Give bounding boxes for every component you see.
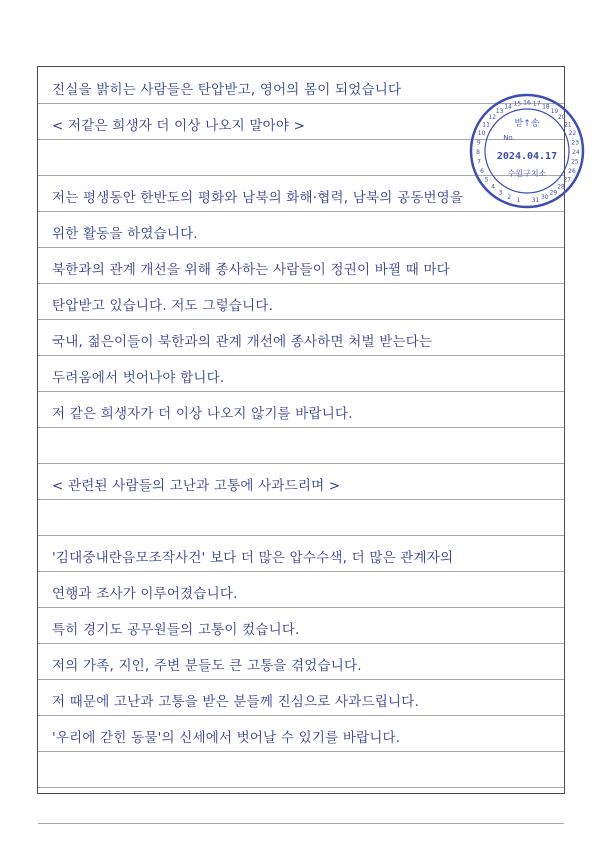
ruled-line (38, 355, 564, 356)
stamp-ring-number: 16 (523, 99, 531, 107)
stamp-ring-number: 18 (542, 103, 550, 111)
stamp-ring-number: 24 (572, 149, 580, 157)
handwritten-line: 특히 경기도 공무원들의 고통이 컸습니다. (52, 622, 300, 638)
stamp-ring-number: 12 (488, 114, 497, 122)
stamp-ring-number: 15 (513, 100, 522, 108)
stamp-number-label: No. (503, 134, 515, 142)
stamp-office: 수원구치소 (507, 169, 547, 178)
handwritten-line: 연행과 조사가 이루어졌습니다. (52, 586, 238, 602)
handwritten-line: < 저같은 희생자 더 이상 나오지 말아야 > (52, 118, 306, 134)
handwritten-line: 두려움에서 벗어나야 합니다. (52, 370, 225, 386)
handwritten-line: 국내, 젊은이들이 북한과의 관계 개선에 종사하면 처벌 받는다는 (52, 334, 433, 350)
ruled-line (38, 319, 564, 320)
ruled-line (38, 643, 564, 644)
handwritten-line: 진실을 밝히는 사람들은 탄압받고, 영어의 몸이 되었습니다 (52, 82, 402, 98)
stamp-ring-number: 7 (477, 158, 482, 166)
stamp-ring-number: 26 (568, 167, 576, 175)
stamp-ring-number: 31 (531, 196, 540, 204)
stamp-ring-number: 25 (571, 158, 579, 166)
ruled-line (38, 535, 564, 536)
stamp-ring-number: 4 (491, 183, 495, 191)
stamp-ring-number: 3 (498, 189, 503, 197)
stamp-ring-number: 11 (482, 121, 490, 129)
stamp-ring-number: 2 (507, 194, 512, 202)
stamp-ring-number: 10 (477, 130, 486, 138)
ruled-line (38, 823, 564, 824)
ruled-line (38, 391, 564, 392)
ruled-line (38, 751, 564, 752)
stamp-ring-number: 17 (532, 100, 541, 108)
ruled-line (38, 211, 564, 212)
stamp-ring-number: 28 (557, 183, 565, 191)
stamp-ring-number: 14 (504, 103, 512, 111)
ruled-line (38, 463, 564, 464)
stamp-ring-number: 13 (495, 107, 504, 115)
ruled-line (38, 571, 564, 572)
handwritten-line: 북한과의 관계 개선을 위해 종사하는 사람들이 정권이 바뀔 때 마다 (52, 262, 450, 278)
stamp-ring-number: 23 (571, 139, 580, 147)
ruled-line (38, 715, 564, 716)
stamp-ring-number: 27 (563, 176, 572, 184)
handwritten-line: 저는 평생동안 한반도의 평화와 남북의 화해·협력, 남북의 공동번영을 (52, 190, 464, 206)
stamp-date: 2024.04.17 (496, 151, 558, 162)
handwritten-line (52, 437, 550, 463)
stamp-ring-number: 21 (564, 121, 572, 129)
handwritten-line: 위한 활동을 하였습니다. (52, 226, 198, 242)
receipt-stamp (468, 92, 586, 210)
stamp-ring-number: 20 (557, 114, 566, 122)
handwritten-line: 저 같은 희생자가 더 이상 나오지 않기를 바랍니다. (52, 406, 353, 422)
stamp-ring-number: 19 (550, 107, 559, 115)
stamp-ring-number: 9 (476, 139, 481, 147)
stamp-ring-number: 29 (549, 189, 558, 197)
stamp-ring-number: 8 (476, 149, 480, 157)
handwritten-line: 저의 가족, 지인, 주변 분들도 큰 고통을 겪었습니다. (52, 658, 362, 674)
ruled-line (38, 247, 564, 248)
handwritten-line: 저 때문에 고난과 고통을 받은 분들께 진심으로 사과드립니다. (52, 694, 419, 710)
stamp-ring-number: 5 (484, 176, 489, 184)
stamp-ring-number: 22 (568, 130, 577, 138)
stamp-ring-number: 30 (540, 194, 549, 202)
handwritten-line: '우리에 갇힌 동물'의 신세에서 벗어날 수 있기를 바랍니다. (52, 730, 401, 746)
ruled-line (38, 787, 564, 788)
stamp-ring-number: 6 (480, 167, 484, 175)
stamp-ring-number: 1 (516, 196, 521, 204)
ruled-line (38, 283, 564, 284)
ruled-line (38, 499, 564, 500)
handwritten-line (52, 509, 550, 535)
handwritten-line: 탄압받고 있습니다. 저도 그렇습니다. (52, 298, 274, 314)
ruled-line (38, 427, 564, 428)
ruled-line (38, 607, 564, 608)
stamp-top-label: 받↑송 (514, 119, 540, 129)
ruled-line (38, 679, 564, 680)
handwritten-line: '김대중내란음모조작사건' 보다 더 많은 압수수색, 더 많은 관계자의 (52, 550, 454, 566)
handwritten-line: < 관련된 사람들의 고난과 고통에 사과드리며 > (52, 478, 341, 494)
